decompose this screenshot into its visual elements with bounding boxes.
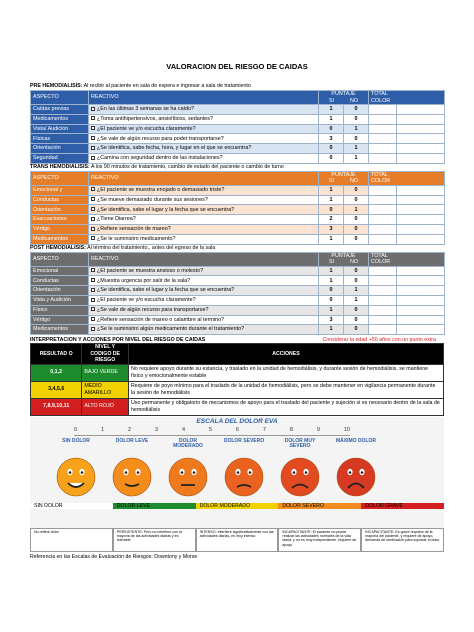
color-cell[interactable] — [397, 315, 445, 325]
si-cell: 0 — [319, 144, 344, 154]
si-cell: 1 — [319, 234, 344, 244]
aspecto-cell: Seguridad — [31, 153, 89, 163]
reactivo-cell: ¿Se identifica, sabe fecha, hora, y lugar en el que se encuentra? — [89, 144, 319, 154]
si-cell: 3 — [319, 315, 344, 325]
checkbox[interactable] — [91, 146, 95, 150]
reference-note: Referencia en las Escalas de Evaluación de Riesgos: Downtony y Morse — [30, 553, 198, 560]
eva-description: PERSISTENTE: Pero no interfiere con la mayoría de las actividades diarias y es tolerable — [113, 528, 196, 552]
color-cell[interactable] — [397, 234, 445, 244]
total-cell[interactable] — [369, 124, 397, 134]
checkbox[interactable] — [91, 278, 95, 282]
reactivo-cell: ¿Se mueve demasiado durante sus sesiones? — [89, 195, 319, 205]
interp-table — [30, 343, 444, 416]
eva-bottom-labels — [30, 503, 444, 509]
aspecto-cell: Evacuaciones — [31, 215, 89, 225]
color-cell[interactable] — [397, 195, 445, 205]
table-row — [31, 276, 445, 286]
eva-level-label: SIN DOLOR — [62, 437, 90, 444]
table-row — [31, 185, 445, 195]
trans-section-title — [30, 164, 444, 171]
checkbox[interactable] — [91, 187, 95, 191]
si-cell: 3 — [319, 224, 344, 234]
reactivo-cell: ¿En las últimas 3 semanas se ha caído? — [89, 105, 319, 115]
action-cell: Uso permanente y obligatorio de mecanismos de apoyo para el traslado del paciente y sujeción si es necesario dentro de la sala de hemodiálisis — [128, 398, 443, 415]
checkbox[interactable] — [91, 217, 95, 221]
no-cell: 0 — [344, 105, 369, 115]
no-cell: 0 — [344, 276, 369, 286]
eva-level-label: DOLOR MODERADO — [173, 437, 203, 450]
color-cell[interactable] — [397, 114, 445, 124]
total-cell[interactable] — [369, 105, 397, 115]
col-reactivo: REACTIVO — [89, 171, 319, 185]
table-row — [31, 134, 445, 144]
color-cell[interactable] — [397, 325, 445, 335]
total-cell[interactable] — [369, 276, 397, 286]
no-cell: 1 — [344, 205, 369, 215]
col-aspecto: ASPECTO — [31, 171, 89, 185]
table-row — [31, 195, 445, 205]
si-cell: 1 — [319, 325, 344, 335]
total-cell[interactable] — [369, 266, 397, 276]
eva-level-label: MÁXIMO DOLOR — [336, 437, 376, 444]
no-cell: 1 — [344, 295, 369, 305]
color-cell[interactable] — [397, 134, 445, 144]
total-cell[interactable] — [369, 144, 397, 154]
checkbox[interactable] — [91, 236, 95, 240]
aspecto-cell: Medicamentos — [31, 325, 89, 335]
pain-face-icon — [168, 457, 208, 497]
document-page — [30, 62, 444, 560]
table-row — [31, 124, 445, 134]
no-cell: 1 — [344, 286, 369, 296]
table-row — [31, 295, 445, 305]
col-total-color: TOTAL COLOR — [369, 91, 445, 105]
no-cell: 0 — [344, 134, 369, 144]
no-cell: 1 — [344, 124, 369, 134]
reactivo-cell: ¿Tiene Diarrea? — [89, 215, 319, 225]
interp-row — [31, 381, 444, 398]
post-desc: Al término del tratamiento., antes del egreso de la sala — [87, 244, 216, 251]
eva-bottom-label: DOLOR SEVERO — [278, 503, 361, 509]
checkbox[interactable] — [91, 317, 95, 321]
post-table — [30, 252, 445, 336]
eva-number: 1 — [100, 426, 105, 433]
table-row — [31, 224, 445, 234]
range-cell: 7,8,9,10,11 — [31, 398, 82, 415]
no-cell: 0 — [344, 315, 369, 325]
trans-desc: A los 90 minutos de tratamiento, cambio de estado del paciente o cambio de turno — [90, 163, 284, 170]
si-cell: 1 — [319, 305, 344, 315]
eva-number: 2 — [127, 426, 132, 433]
si-cell: 1 — [319, 276, 344, 286]
reactivo-cell: ¿Se identifica, sabe el lugar y la fecha que se encuentra? — [89, 205, 319, 215]
no-cell: 0 — [344, 185, 369, 195]
aspecto-cell: Emocional — [31, 266, 89, 276]
total-cell[interactable] — [369, 114, 397, 124]
total-cell[interactable] — [369, 215, 397, 225]
si-cell: 3 — [319, 134, 344, 144]
col-aspecto: ASPECTO — [31, 252, 89, 266]
eva-level-label: DOLOR SEVERO — [223, 437, 265, 444]
si-cell: 1 — [319, 195, 344, 205]
total-cell[interactable] — [369, 195, 397, 205]
color-cell[interactable] — [397, 124, 445, 134]
color-cell[interactable] — [397, 205, 445, 215]
action-cell: Requiere de poyo mínimo para el traslado de la unidad de hemodiálisis, pero se debe mantener en vigilancia permanente durante la sesión de hemodiálisis — [128, 381, 443, 398]
reactivo-cell: ¿Se vale de algún recurso para poder transportarse? — [89, 134, 319, 144]
table-row — [31, 215, 445, 225]
no-cell: 0 — [344, 114, 369, 124]
interp-title: INTERPRETACION Y ACCIONES POR NIVEL DEL RIESGO DE CAIDAS — [30, 337, 206, 344]
reactivo-cell: ¿Se le suministro medicamento? — [89, 234, 319, 244]
col-total-color: TOTAL COLOR — [369, 171, 445, 185]
col-aspecto: ASPECTO — [31, 91, 89, 105]
eva-number: 6 — [235, 426, 239, 433]
table-row — [31, 266, 445, 276]
level-cell: ALTO ROJO — [82, 398, 129, 415]
table-row — [31, 315, 445, 325]
eva-description: INCAPACITANTE: El paciente no puede realizar las actividades normales de la vida diaria, y no es muy independiente, requiere de apoyo — [278, 528, 361, 552]
total-cell[interactable] — [369, 224, 397, 234]
pre-label: PRE HEMODIALISIS: — [30, 83, 83, 89]
color-cell[interactable] — [397, 286, 445, 296]
range-cell: 3,4,5,6 — [31, 381, 82, 398]
checkbox[interactable] — [91, 298, 95, 302]
total-cell[interactable] — [369, 185, 397, 195]
eva-level-label: DOLOR LEVE — [115, 437, 149, 444]
checkbox[interactable] — [91, 156, 95, 160]
total-cell[interactable] — [369, 205, 397, 215]
reactivo-cell: ¿Se vale de algún recurso para transportarse? — [89, 305, 319, 315]
reactivo-cell: ¿Muestra urgencia por salir de la sala? — [89, 276, 319, 286]
pain-face-icon — [336, 457, 376, 497]
reactivo-cell: ¿Se le suministro algún medicamento durante el tratamiento? — [89, 325, 319, 335]
eva-description: INCAPACITANTE: Es grave requiere de la mayoría del paciente, y requiere de apoyo, demanda de medicación para soportar el dolor — [361, 528, 444, 552]
total-cell[interactable] — [369, 134, 397, 144]
aspecto-cell: Orientación — [31, 205, 89, 215]
si-cell: 0 — [319, 124, 344, 134]
no-cell: 0 — [344, 215, 369, 225]
total-cell[interactable] — [369, 325, 397, 335]
table-row — [31, 234, 445, 244]
eva-number: 8 — [289, 426, 293, 433]
reactivo-cell: ¿Se identifica, sabe el lugar y la fecha que se encuentra? — [89, 286, 319, 296]
action-cell: No requiere apoyo durante su estancia, y traslado en la unidad de hemodiálisis, y durante sesión de hemodiálisis, se mantiene físico y emocionalmente estable — [128, 364, 443, 381]
checkbox[interactable] — [91, 107, 95, 111]
col-reactivo: REACTIVO — [89, 252, 319, 266]
checkbox[interactable] — [91, 116, 95, 120]
total-cell[interactable] — [369, 153, 397, 163]
total-cell[interactable] — [369, 315, 397, 325]
checkbox[interactable] — [91, 268, 95, 272]
reactivo-cell: ¿Refiere sensación de mareo? — [89, 224, 319, 234]
table-row — [31, 205, 445, 215]
trans-label: TRANS HEMODIALISIS: — [30, 163, 90, 170]
col-puntaje: PUNTAJE SI NO — [319, 91, 369, 105]
si-cell: 2 — [319, 215, 344, 225]
reactivo-cell: ¿El paciente ve y/o escucha claramente? — [89, 295, 319, 305]
no-cell: 0 — [344, 305, 369, 315]
pre-table — [30, 90, 445, 164]
eva-number: 3 — [154, 426, 159, 433]
si-cell: 1 — [319, 105, 344, 115]
col-resultado: RESULTAD O — [31, 344, 82, 365]
aspecto-cell: Medicamentos — [31, 114, 89, 124]
eva-number: 10 — [343, 426, 350, 433]
aspecto-cell: Emocional y — [31, 185, 89, 195]
color-cell[interactable] — [397, 215, 445, 225]
range-cell: 0,1,2 — [31, 364, 82, 381]
color-cell[interactable] — [397, 144, 445, 154]
table-row — [31, 114, 445, 124]
eva-bottom-label: SIN DOLOR — [30, 503, 113, 509]
checkbox[interactable] — [91, 197, 95, 201]
eva-bottom-label: DOLOR LEVE — [113, 503, 196, 509]
table-row — [31, 105, 445, 115]
col-reactivo: REACTIVO — [89, 91, 319, 105]
eva-description: INTENSO: Interfiere significativamente con las actividades diarias, es muy intenso — [196, 528, 279, 552]
post-label: POST HEMODIALISIS: — [30, 244, 86, 251]
eva-number: 9 — [316, 426, 320, 433]
aspecto-cell: Físico — [31, 305, 89, 315]
total-cell[interactable] — [369, 295, 397, 305]
total-cell[interactable] — [369, 305, 397, 315]
checkbox[interactable] — [91, 136, 95, 140]
col-nivel: NIVEL Y CODIGO DE RIESGO — [82, 344, 129, 365]
aspecto-cell: Conductas — [31, 195, 89, 205]
checkbox[interactable] — [91, 126, 95, 130]
table-row — [31, 153, 445, 163]
eva-bottom-label: DOLOR GRAVE — [361, 503, 444, 509]
pre-section-title — [30, 83, 444, 90]
checkbox[interactable] — [91, 288, 95, 292]
reactivo-cell: ¿Toma antihipertensivos, ansiolíticos, sedantes? — [89, 114, 319, 124]
si-cell: 0 — [319, 286, 344, 296]
eva-number: 7 — [262, 426, 266, 433]
no-cell: 1 — [344, 144, 369, 154]
eva-level-label: DOLOR MUY SEVERO — [284, 437, 316, 450]
eva-bottom-label: DOLOR MODERADO — [196, 503, 279, 509]
eva-description: No refiere dolor — [30, 528, 113, 552]
eva-number: 0 — [74, 426, 78, 433]
pain-face-icon — [56, 457, 96, 497]
si-cell: 0 — [319, 153, 344, 163]
aspecto-cell: Vista y Audición — [31, 295, 89, 305]
si-cell: 1 — [319, 185, 344, 195]
trans-table — [30, 171, 445, 245]
color-cell[interactable] — [397, 266, 445, 276]
si-cell: 0 — [319, 205, 344, 215]
post-section-title — [30, 245, 444, 252]
col-total-color: TOTAL COLOR — [369, 252, 445, 266]
interp-row — [31, 364, 444, 381]
page-title: VALORACION DEL RIESGO DE CAIDAS — [166, 62, 308, 71]
col-acciones: ACCIONES — [128, 344, 443, 365]
si-cell: 1 — [319, 266, 344, 276]
no-cell: 0 — [344, 266, 369, 276]
table-row — [31, 325, 445, 335]
aspecto-cell: Vértigo — [31, 315, 89, 325]
checkbox[interactable] — [91, 227, 95, 231]
aspecto-cell: Medicamentos — [31, 234, 89, 244]
eva-numbers — [74, 427, 350, 433]
si-cell: 1 — [319, 114, 344, 124]
interp-note: Considerar la edad +50 años con un punto extra — [322, 337, 436, 344]
eva-descriptions — [30, 528, 444, 552]
color-cell[interactable] — [397, 224, 445, 234]
eva-number: 4 — [181, 426, 185, 433]
level-cell: MEDIO AMARILLO — [82, 381, 129, 398]
checkbox[interactable] — [91, 327, 95, 331]
eva-title: ESCALA DEL DOLOR EVA — [196, 417, 278, 425]
no-cell: 0 — [344, 234, 369, 244]
table-row — [31, 144, 445, 154]
reactivo-cell: ¿El paciente se muestra enojado o demasiado triste? — [89, 185, 319, 195]
no-cell: 0 — [344, 195, 369, 205]
reactivo-cell: ¿Camina con seguridad dentro de las instalaciones? — [89, 153, 319, 163]
reactivo-cell: ¿El paciente ve y/o escucha claramente? — [89, 124, 319, 134]
total-cell[interactable] — [369, 234, 397, 244]
table-row — [31, 305, 445, 315]
aspecto-cell: Conductas — [31, 276, 89, 286]
pain-face-icon — [112, 457, 152, 497]
pain-face-icon — [224, 457, 264, 497]
si-cell: 0 — [319, 295, 344, 305]
checkbox[interactable] — [91, 307, 95, 311]
interp-row — [31, 398, 444, 415]
no-cell: 0 — [344, 325, 369, 335]
color-cell[interactable] — [397, 185, 445, 195]
checkbox[interactable] — [91, 207, 95, 211]
aspecto-cell: Orientación — [31, 144, 89, 154]
pain-face-icon — [280, 457, 320, 497]
table-row — [31, 286, 445, 296]
no-cell: 0 — [344, 224, 369, 234]
level-cell: BAJO VERDE — [82, 364, 129, 381]
color-cell[interactable] — [397, 153, 445, 163]
no-cell: 1 — [344, 153, 369, 163]
aspecto-cell: Físicas — [31, 134, 89, 144]
color-cell[interactable] — [397, 276, 445, 286]
col-puntaje: PUNTAJE SI NO — [319, 171, 369, 185]
aspecto-cell: Vista/ Audición — [31, 124, 89, 134]
color-cell[interactable] — [397, 105, 445, 115]
eva-scale — [30, 417, 444, 528]
col-puntaje: PUNTAJE SI NO — [319, 252, 369, 266]
aspecto-cell: Vértigo — [31, 224, 89, 234]
color-cell[interactable] — [397, 305, 445, 315]
total-cell[interactable] — [369, 286, 397, 296]
color-cell[interactable] — [397, 295, 445, 305]
eva-number: 5 — [208, 426, 212, 433]
reactivo-cell: ¿El paciente se muestra ansioso o molesto? — [89, 266, 319, 276]
pre-desc: Al recibir al paciente en sala de espera e ingresar a sala de tratamiento — [83, 83, 251, 89]
reactivo-cell: ¿Refiere sensación de mareo o calambre al termino? — [89, 315, 319, 325]
aspecto-cell: Orientación — [31, 286, 89, 296]
eva-line — [74, 435, 350, 436]
aspecto-cell: Caídas previas — [31, 105, 89, 115]
